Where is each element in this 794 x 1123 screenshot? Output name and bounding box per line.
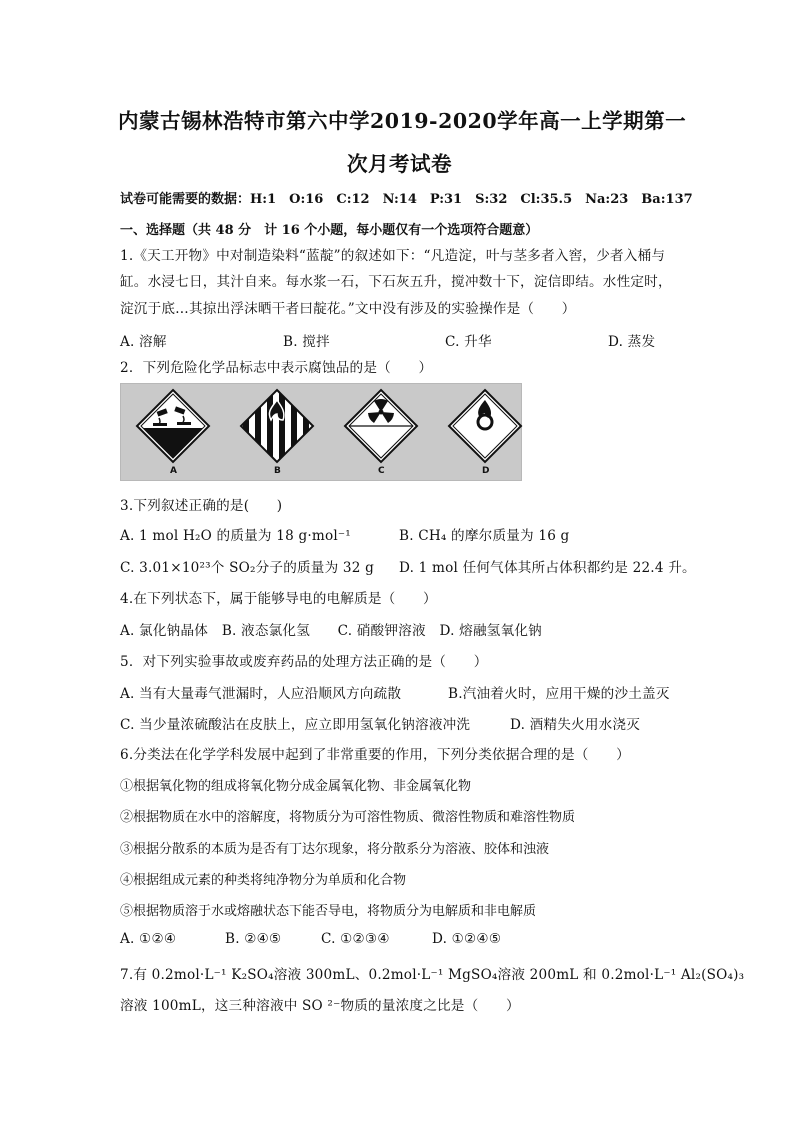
exam-title-line1: 内蒙古锡林浩特市第六中学2019-2020学年高一上学期第一	[118, 109, 687, 133]
q1-option-d: D. 蒸发	[608, 334, 656, 350]
q6-option-a: A. ①②④	[120, 931, 177, 947]
q6-option-b: B. ②④⑤	[225, 931, 282, 947]
q6-item-4: ④根据组成元素的种类将纯净物分为单质和化合物	[120, 873, 407, 888]
q1-option-c: C. 升华	[445, 334, 492, 350]
flammable-solid-symbol	[239, 388, 315, 464]
q3-option-d: D. 1 mol 任何气体其所占体积都约是 22.4 升。	[399, 560, 696, 576]
q5-option-d: D. 酒精失火用水浇灭	[510, 717, 641, 733]
q6-option-d: D. ①②④⑤	[432, 931, 502, 947]
q6-item-3: ③根据分散系的本质为是否有丁达尔现象，将分散系分为溶液、胶体和浊液	[120, 842, 550, 857]
hazard-label-d: D	[482, 466, 490, 476]
hazard-label-b: B	[274, 466, 281, 476]
q4-options: A. 氯化钠晶体 B. 液态氯化氢 C. 硝酸钾溶液 D. 熔融氢氧化钠	[120, 623, 542, 639]
q1-line1: 1.《天工开物》中对制造染料“蓝靛”的叙述如下：“凡造淀，叶与茎多者入窖，少者入桶与	[120, 248, 666, 264]
q3-option-b: B. CH₄ 的摩尔质量为 16 g	[399, 528, 570, 544]
q1-line2: 缸。水浸七日，其汁自来。每水浆一石，下石灰五升，搅冲数十下，淀信即结。水性定时，	[120, 274, 672, 290]
q5-text: 5．对下列实验事故或废弃药品的处理方法正确的是（ ）	[120, 654, 488, 670]
q5-option-b: B.汽油着火时，应用干燥的沙土盖灭	[448, 686, 670, 702]
atomic-data: 试卷可能需要的数据：H:1 O:16 C:12 N:14 P:31 S:32 Cl:35.5 Na:23 Ba:137	[120, 192, 693, 207]
q4-text: 4.在下列状态下，属于能够导电的电解质是（ ）	[120, 591, 437, 607]
hazard-symbols-panel	[120, 383, 522, 481]
q6-option-c: C. ①②③④	[321, 931, 390, 947]
section-heading: 一、选择题（共 48 分 计 16 个小题，每小题仅有一个选项符合题意）	[120, 223, 539, 238]
q3-option-a: A. 1 mol H₂O 的质量为 18 g·mol⁻¹	[120, 528, 351, 544]
q7-line2: 溶液 100mL，这三种溶液中 SO ²⁻物质的量浓度之比是（ ）	[120, 998, 520, 1014]
q7-line1: 7.有 0.2mol·L⁻¹ K₂SO₄溶液 300mL、0.2mol·L⁻¹ MgSO₄溶液 200mL 和 0.2mol·L⁻¹ Al₂(SO₄)₃	[120, 967, 745, 983]
exam-title-line2: 次月考试卷	[347, 152, 452, 176]
q6-item-5: ⑤根据物质溶于水或熔融状态下能否导电，将物质分为电解质和非电解质	[120, 904, 537, 919]
q6-item-1: ①根据氧化物的组成将氧化物分成金属氧化物、非金属氧化物	[120, 779, 472, 794]
q5-option-a: A. 当有大量毒气泄漏时，人应沿顺风方向疏散	[120, 686, 402, 702]
q6-text: 6.分类法在化学学科发展中起到了非常重要的作用，下列分类依据合理的是（ ）	[120, 747, 630, 763]
q5-option-c: C. 当少量浓硫酸沾在皮肤上，应立即用氢氧化钠溶液冲洗	[120, 717, 471, 733]
hazard-label-c: C	[378, 466, 385, 476]
q2-text: 2．下列危险化学品标志中表示腐蚀品的是（ ）	[120, 360, 433, 376]
q1-option-a: A. 溶解	[120, 334, 167, 350]
q6-item-2: ②根据物质在水中的溶解度，将物质分为可溶性物质、微溶性物质和难溶性物质	[120, 810, 576, 825]
corrosive-symbol	[135, 388, 211, 464]
q3-text: 3.下列叙述正确的是( )	[120, 498, 283, 514]
hazard-label-a: A	[170, 466, 177, 476]
oxidizer-symbol	[447, 388, 523, 464]
q1-option-b: B. 搅拌	[283, 334, 330, 350]
q1-line3: 淀沉于底…其掠出浮沫晒干者曰靛花。”文中没有涉及的实验操作是（ ）	[120, 301, 576, 317]
radioactive-symbol	[343, 388, 419, 464]
q3-option-c: C. 3.01×10²³个 SO₂分子的质量为 32 g	[120, 560, 375, 576]
